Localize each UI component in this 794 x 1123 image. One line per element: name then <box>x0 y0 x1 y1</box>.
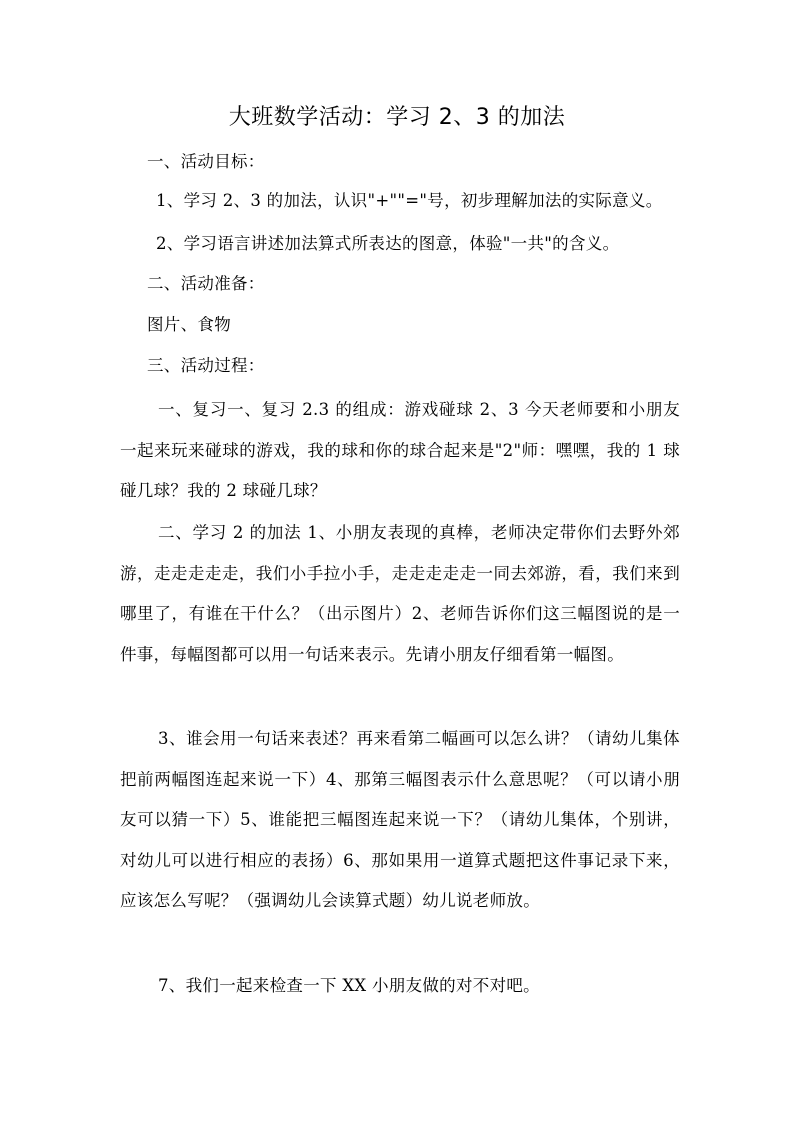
section-heading-process: 三、活动过程： <box>147 356 265 375</box>
process-paragraph-4: 7、我们一起来检查一下 XX 小朋友做的对不对吧。 <box>158 976 540 995</box>
section-heading-preparation: 二、活动准备： <box>147 274 265 293</box>
materials-text: 图片、食物 <box>147 315 231 334</box>
process-paragraph-3: 3、谁会用一句话来表述？再来看第二幅画可以怎么讲？（请幼儿集体把前两幅图连起来说一下）4、那第三幅图表示什么意思呢？（可以请小朋友可以猜一下）5、谁能把三幅图连起来说一下？（请幼儿集体，个别讲，对幼儿可以进行相应的表扬）6、那如果用一道算式题把这件事记录下来，应该怎么写呢？（强调幼儿会读算式题）幼儿说老师放。 <box>120 729 680 910</box>
document-title: 大班数学活动：学习 2、3 的加法 <box>228 105 566 130</box>
process-paragraph-2: 二、学习 2 的加法 1、小朋友表现的真棒，老师决定带你们去野外郊游，走走走走走，我们小手拉小手，走走走走走一同去郊游，看，我们来到哪里了，有谁在干什么？（出示图片）2、老师告诉你们这三幅图说的是一件事，每幅图都可以用一句话来表示。先请小朋友仔细看第一幅图。 <box>120 523 680 664</box>
process-paragraph-1: 一、复习一、复习 2.3 的组成：游戏碰球 2、3 今天老师要和小朋友一起来玩来碰球的游戏，我的球和你的球合起来是"2"师：嘿嘿，我的 1 球碰几球？我的 2 球碰几球？ <box>120 400 680 500</box>
goal-item-2: 2、学习语言讲述加法算式所表达的图意，体验"一共"的含义。 <box>156 234 620 253</box>
goal-item-1: 1、学习 2、3 的加法，认识"+""="号，初步理解加法的实际意义。 <box>156 191 663 210</box>
section-heading-goals: 一、活动目标： <box>147 152 265 171</box>
